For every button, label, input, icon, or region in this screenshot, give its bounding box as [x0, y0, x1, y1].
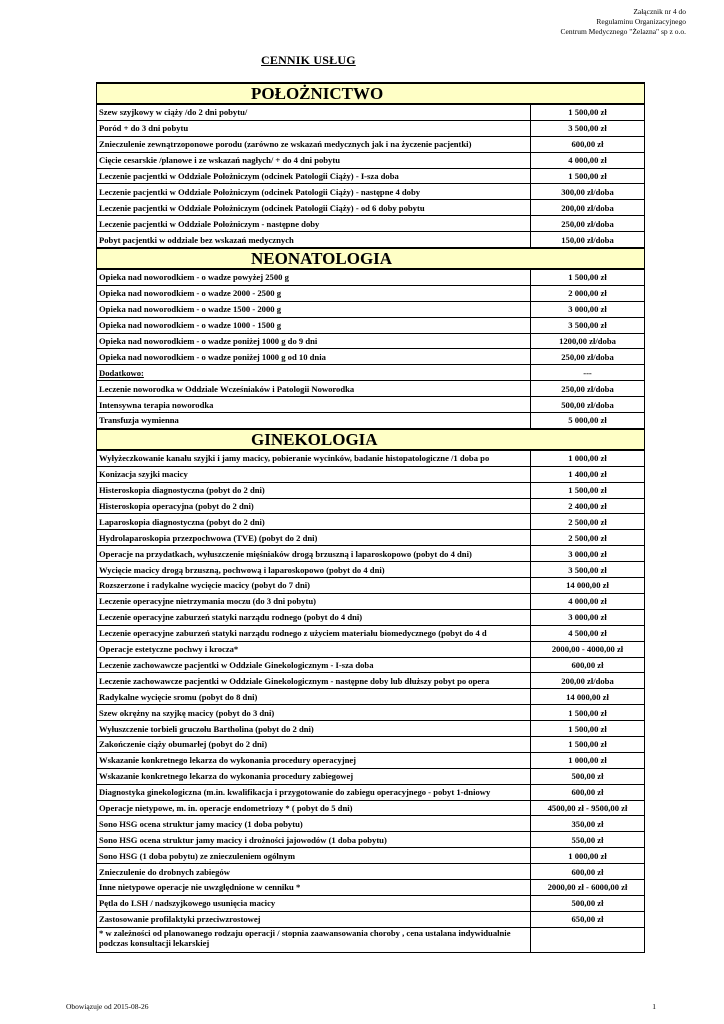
section-header-cell: [97, 83, 645, 104]
service-name: Leczenie noworodka w Oddziale Wcześniaków i Patologii Noworodka: [97, 381, 531, 397]
section-header: [97, 83, 645, 104]
service-price: 3 500,00 zł: [531, 562, 645, 578]
table-row: [97, 673, 645, 689]
table-row: [97, 911, 645, 927]
service-price: 3 000,00 zł: [531, 546, 645, 562]
service-name: Pętla do LSH / nadszyjkowego usunięcia macicy: [97, 895, 531, 911]
service-price: 2 400,00 zł: [531, 498, 645, 514]
service-name: Leczenie pacjentki w Oddziale Położniczym - następne doby: [97, 216, 531, 232]
service-name: Wskazanie konkretnego lekarza do wykonania procedury zabiegowej: [97, 768, 531, 784]
service-name: Inne nietypowe operacje nie uwzględnione w cenniku *: [97, 879, 531, 895]
service-name: Sono HSG ocena struktur jamy macicy i drożności jajowodów (1 doba pobytu): [97, 832, 531, 848]
section-header: [97, 248, 645, 269]
table-row: [97, 482, 645, 498]
service-name: Opieka nad noworodkiem - o wadze poniżej 1000 g od 10 dnia: [97, 349, 531, 365]
service-price: 2 500,00 zł: [531, 514, 645, 530]
table-row: [97, 578, 645, 594]
service-price: 1 500,00 zł: [531, 104, 645, 120]
table-row: [97, 365, 645, 381]
service-price: 200,00 zł/doba: [531, 673, 645, 689]
table-row: [97, 317, 645, 333]
service-name: Leczenie operacyjne zaburzeń statyki narządu rodnego z użyciem materiału biomedycznego (pobyt do 4 d: [97, 625, 531, 641]
table-row: [97, 200, 645, 216]
service-name: Dodatkowo:: [97, 365, 531, 381]
service-name: Leczenie zachowawcze pacjentki w Oddziale Ginekologicznym - następne doby lub dłuższy pobyt po opera: [97, 673, 531, 689]
service-name: Konizacja szyjki macicy: [97, 466, 531, 482]
service-price: 1 500,00 zł: [531, 168, 645, 184]
service-name: Sono HSG ocena struktur jamy macicy (1 doba pobytu): [97, 816, 531, 832]
section-title: POŁOŻNICTWO: [251, 84, 384, 103]
service-price: 3 000,00 zł: [531, 301, 645, 317]
table-row: [97, 450, 645, 466]
table-row: [97, 864, 645, 880]
footnote-row: [97, 927, 645, 952]
service-price: 3 000,00 zł: [531, 609, 645, 625]
attachment-header: [561, 7, 686, 37]
service-price: 550,00 zł: [531, 832, 645, 848]
service-price: 3 500,00 zł: [531, 120, 645, 136]
service-price: 600,00 zł: [531, 784, 645, 800]
service-price: 1 500,00 zł: [531, 269, 645, 285]
service-name: Diagnostyka ginekologiczna (m.in. kwalifikacja i przygotowanie do zabiegu operacyjnego - pobyt 1-dniowy: [97, 784, 531, 800]
table-row: [97, 736, 645, 752]
service-price: 2000,00 zł - 6000,00 zł: [531, 879, 645, 895]
service-price: 1 400,00 zł: [531, 466, 645, 482]
service-price: 3 500,00 zł: [531, 317, 645, 333]
attachment-header-line: Centrum Medycznego "Żelazna" sp z o.o.: [560, 27, 686, 36]
service-price: 250,00 zł/doba: [531, 381, 645, 397]
service-price: 2 500,00 zł: [531, 530, 645, 546]
service-price: 1 000,00 zł: [531, 848, 645, 864]
service-name: Opieka nad noworodkiem - o wadze 1000 - 1500 g: [97, 317, 531, 333]
table-row: [97, 152, 645, 168]
service-name: Wskazanie konkretnego lekarza do wykonania procedury operacyjnej: [97, 752, 531, 768]
service-price: 250,00 zł/doba: [531, 349, 645, 365]
page-number: 1: [652, 1002, 656, 1011]
service-name: Znieczulenie do drobnych zabiegów: [97, 864, 531, 880]
service-price: 1 000,00 zł: [531, 450, 645, 466]
footnote-empty-cell: [531, 927, 645, 952]
service-name: Opieka nad noworodkiem - o wadze poniżej 1000 g do 9 dni: [97, 333, 531, 349]
table-row: [97, 657, 645, 673]
table-row: [97, 879, 645, 895]
service-name: Radykalne wycięcie sromu (pobyt do 8 dni): [97, 689, 531, 705]
service-name: Intensywna terapia noworodka: [97, 397, 531, 413]
service-name: Cięcie cesarskie /planowe i ze wskazań nagłych/ + do 4 dni pobytu: [97, 152, 531, 168]
service-price: 500,00 zł/doba: [531, 397, 645, 413]
table-row: [97, 349, 645, 365]
service-name: Leczenie pacjentki w Oddziale Położniczym (odcinek Patologii Ciąży) - od 6 doby pobytu: [97, 200, 531, 216]
table-row: [97, 800, 645, 816]
service-price: 600,00 zł: [531, 864, 645, 880]
service-name: Opieka nad noworodkiem - o wadze 2000 - 2500 g: [97, 285, 531, 301]
table-row: [97, 136, 645, 152]
service-name: Znieczulenie zewnątrzoponowe porodu (zarówno ze wskazań medycznych jak i na życzenie pacjentki): [97, 136, 531, 152]
footnote: * w zależności od planowanego rodzaju operacji / stopnia zaawansowania choroby , cena ustalana indywidualnie podczas konsultacji lekarskiej: [97, 927, 531, 952]
table-row: [97, 168, 645, 184]
service-price: 650,00 zł: [531, 911, 645, 927]
section-title: GINEKOLOGIA: [251, 429, 378, 449]
table-row: [97, 285, 645, 301]
service-price: 1 500,00 zł: [531, 705, 645, 721]
service-name: Histeroskopia operacyjna (pobyt do 2 dni): [97, 498, 531, 514]
table-row: [97, 530, 645, 546]
service-name: Operacje estetyczne pochwy i krocza*: [97, 641, 531, 657]
service-price: 500,00 zł: [531, 768, 645, 784]
table-row: [97, 413, 645, 429]
service-price: 1200,00 zł/doba: [531, 333, 645, 349]
service-price: 1 500,00 zł: [531, 482, 645, 498]
section-header-cell: [97, 429, 645, 450]
service-price: 5 000,00 zł: [531, 413, 645, 429]
service-price: 1 000,00 zł: [531, 752, 645, 768]
page-title: CENNIK USŁUG: [261, 53, 356, 67]
table-row: [97, 562, 645, 578]
table-row: [97, 784, 645, 800]
service-price: 14 000,00 zł: [531, 578, 645, 594]
table-row: [97, 768, 645, 784]
service-price: 600,00 zł: [531, 657, 645, 673]
service-price: 4500,00 zł - 9500,00 zł: [531, 800, 645, 816]
table-row: [97, 301, 645, 317]
table-row: [97, 184, 645, 200]
service-price: 200,00 zł/doba: [531, 200, 645, 216]
service-name: Szew okrężny na szyjkę macicy (pobyt do 3 dni): [97, 705, 531, 721]
table-row: [97, 269, 645, 285]
service-name: Opieka nad noworodkiem - o wadze powyżej 2500 g: [97, 269, 531, 285]
service-price: 2 000,00 zł: [531, 285, 645, 301]
table-row: [97, 104, 645, 120]
service-name: Histeroskopia diagnostyczna (pobyt do 2 dni): [97, 482, 531, 498]
table-row: [97, 120, 645, 136]
service-price: 4 000,00 zł: [531, 152, 645, 168]
service-price: 300,00 zł/doba: [531, 184, 645, 200]
service-price: 500,00 zł: [531, 895, 645, 911]
table-row: [97, 593, 645, 609]
table-row: [97, 832, 645, 848]
table-row: [97, 689, 645, 705]
service-price: 4 500,00 zł: [531, 625, 645, 641]
table-row: [97, 816, 645, 832]
table-row: [97, 546, 645, 562]
table-row: [97, 895, 645, 911]
table-row: [97, 466, 645, 482]
service-price: 2000,00 - 4000,00 zł: [531, 641, 645, 657]
service-name: Laparoskopia diagnostyczna (pobyt do 2 dni): [97, 514, 531, 530]
service-price: 150,00 zł/doba: [531, 232, 645, 248]
table-row: [97, 216, 645, 232]
service-price: 600,00 zł: [531, 136, 645, 152]
service-price: 250,00 zł/doba: [531, 216, 645, 232]
service-name: Szew szyjkowy w ciąży /do 2 dni pobytu/: [97, 104, 531, 120]
table-row: [97, 498, 645, 514]
service-price: 1 500,00 zł: [531, 736, 645, 752]
service-name: Operacje nietypowe, m. in. operacje endometriozy * ( pobyt do 5 dni): [97, 800, 531, 816]
service-name: Opieka nad noworodkiem - o wadze 1500 - 2000 g: [97, 301, 531, 317]
service-name: Wycięcie macicy drogą brzuszną, pochwową i laparoskopowo (pobyt do 4 dni): [97, 562, 531, 578]
service-name: Leczenie operacyjne nietrzymania moczu (do 3 dni pobytu): [97, 593, 531, 609]
service-price: ---: [531, 365, 645, 381]
table-row: [97, 609, 645, 625]
table-row: [97, 848, 645, 864]
table-row: [97, 333, 645, 349]
service-name: Leczenie pacjentki w Oddziale Położniczym (odcinek Patologii Ciąży) - następne 4 doby: [97, 184, 531, 200]
service-name: Transfuzja wymienna: [97, 413, 531, 429]
service-name: Pobyt pacjentki w oddziale bez wskazań medycznych: [97, 232, 531, 248]
section-title: NEONATOLOGIA: [251, 249, 393, 269]
service-price: 1 500,00 zł: [531, 721, 645, 737]
table-row: [97, 705, 645, 721]
table-row: [97, 232, 645, 248]
service-name: Poród + do 3 dni pobytu: [97, 120, 531, 136]
table-row: [97, 397, 645, 413]
service-name: Wyłuszczenie torbieli gruczołu Bartholina (pobyt do 2 dni): [97, 721, 531, 737]
section-header: [97, 429, 645, 450]
table-row: [97, 752, 645, 768]
attachment-header-line: Regulaminu Organizacyjnego: [596, 17, 686, 26]
valid-from: Obowiązuje od 2015-08-26: [66, 1002, 149, 1011]
service-name: Leczenie operacyjne zaburzeń statyki narządu rodnego (pobyt do 4 dni): [97, 609, 531, 625]
service-name: Zakończenie ciąży obumarłej (pobyt do 2 dni): [97, 736, 531, 752]
table-row: [97, 641, 645, 657]
price-table: [96, 82, 645, 953]
table-row: [97, 721, 645, 737]
service-price: 4 000,00 zł: [531, 593, 645, 609]
table-row: [97, 625, 645, 641]
table-row: [97, 381, 645, 397]
service-price: 14 000,00 zł: [531, 689, 645, 705]
section-header-cell: [97, 248, 645, 269]
service-name: Rozszerzone i radykalne wycięcie macicy (pobyt do 7 dni): [97, 578, 531, 594]
service-name: Zastosowanie profilaktyki przeciwzrostowej: [97, 911, 531, 927]
price-table-body: [97, 83, 645, 952]
attachment-header-line: Załącznik nr 4 do: [633, 7, 686, 16]
table-row: [97, 514, 645, 530]
service-name: Leczenie pacjentki w Oddziale Położniczym (odcinek Patologii Ciąży) - I-sza doba: [97, 168, 531, 184]
service-name: Hydrolaparoskopia przezpochwowa (TVE) (pobyt do 2 dni): [97, 530, 531, 546]
service-name: Operacje na przydatkach, wyłuszczenie mięśniaków drogą brzuszną i laparoskopowo (pobyt do 4 dni): [97, 546, 531, 562]
service-name: Wyłyżeczkowanie kanału szyjki i jamy macicy, pobieranie wycinków, badanie histopatologiczne /1 doba po: [97, 450, 531, 466]
service-name: Sono HSG (1 doba pobytu) ze znieczuleniem ogólnym: [97, 848, 531, 864]
service-name: Leczenie zachowawcze pacjentki w Oddziale Ginekologicznym - I-sza doba: [97, 657, 531, 673]
service-price: 350,00 zł: [531, 816, 645, 832]
